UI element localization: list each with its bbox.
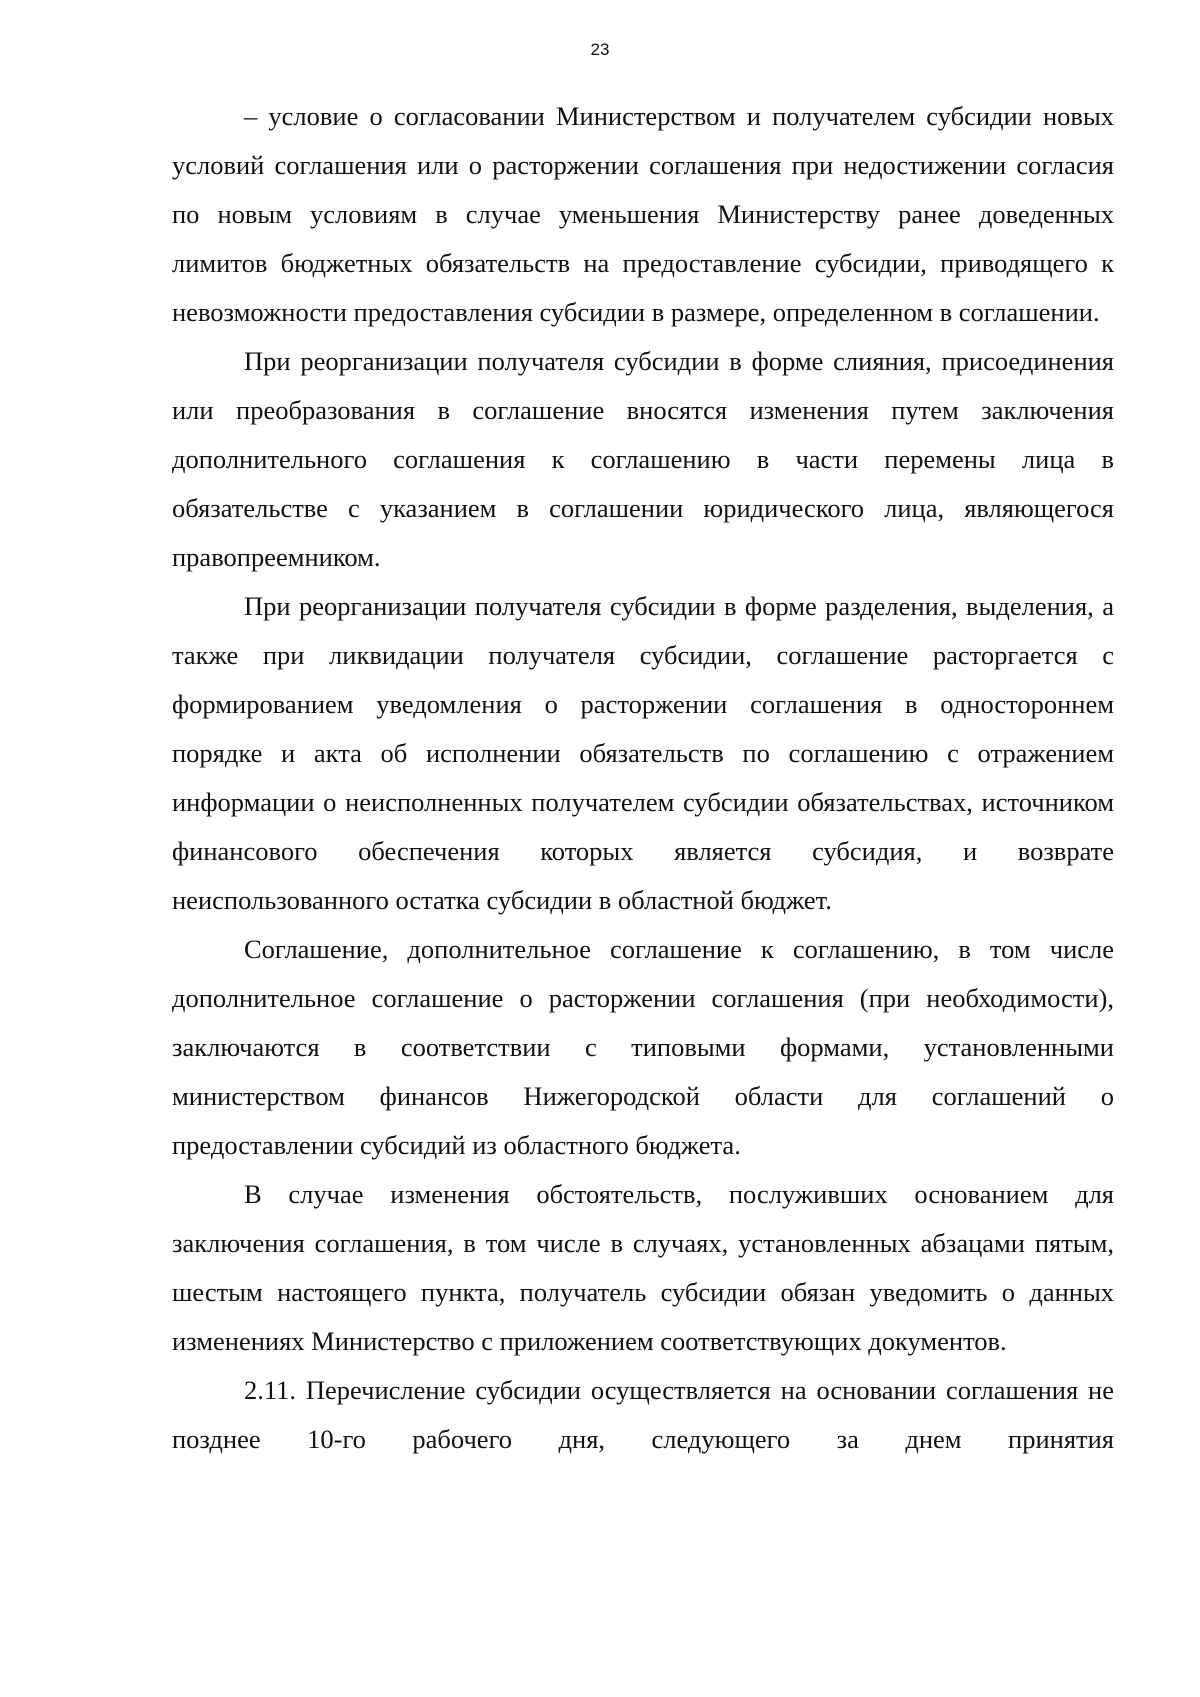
paragraph-reorganization-division: При реорганизации получателя субсидии в форме разделения, выделения, а также при ликвидации получателя субсидии, соглашение расторгается с формированием уведомления о расторжении соглашения в одностороннем порядке и акта об исполнении обязательств по соглашению с отражением информации о неисполненных получателем субсидии обязательствах, источником финансового обеспечения которых является субсидия, и возврате неиспользованного остатка субсидии в областной бюджет. (172, 591, 1114, 915)
document-body (172, 92, 1114, 1464)
page-number: 23 (590, 40, 610, 59)
paragraph-circumstances-change: В случае изменения обстоятельств, послуживших основанием для заключения соглашения, в том числе в случаях, установленных абзацами пятым, шестым настоящего пункта, получатель субсидии обязан уведомить о данных изменениях Министерство с приложением соответствующих документов. (172, 1179, 1114, 1356)
paragraph-standard-forms: Соглашение, дополнительное соглашение к соглашению, в том числе дополнительное соглашение о расторжении соглашения (при необходимости), заключаются в соответствии с типовыми формами, установленными министерством финансов Нижегородской области для соглашений о предоставлении субсидий из областного бюджета. (172, 934, 1114, 1160)
paragraph-reorganization-merger: При реорганизации получателя субсидии в форме слияния, присоединения или преобразования в соглашение вносятся изменения путем заключения дополнительного соглашения к соглашению в части перемены лица в обязательстве с указанием в соглашении юридического лица, являющегося правопреемником. (172, 346, 1114, 572)
paragraph-agreement-condition: – условие о согласовании Министерством и получателем субсидии новых условий соглашения или о расторжении соглашения при недостижении согласия по новым условиям в случае уменьшения Министерству ранее доведенных лимитов бюджетных обязательств на предоставление субсидии, приводящего к невозможности предоставления субсидии в размере, определенном в соглашении. (172, 101, 1114, 327)
paragraph-subsidy-transfer: 2.11. Перечисление субсидии осуществляется на основании соглашения не позднее 10-го рабочего дня, следующего за днем принятия (172, 1375, 1114, 1454)
